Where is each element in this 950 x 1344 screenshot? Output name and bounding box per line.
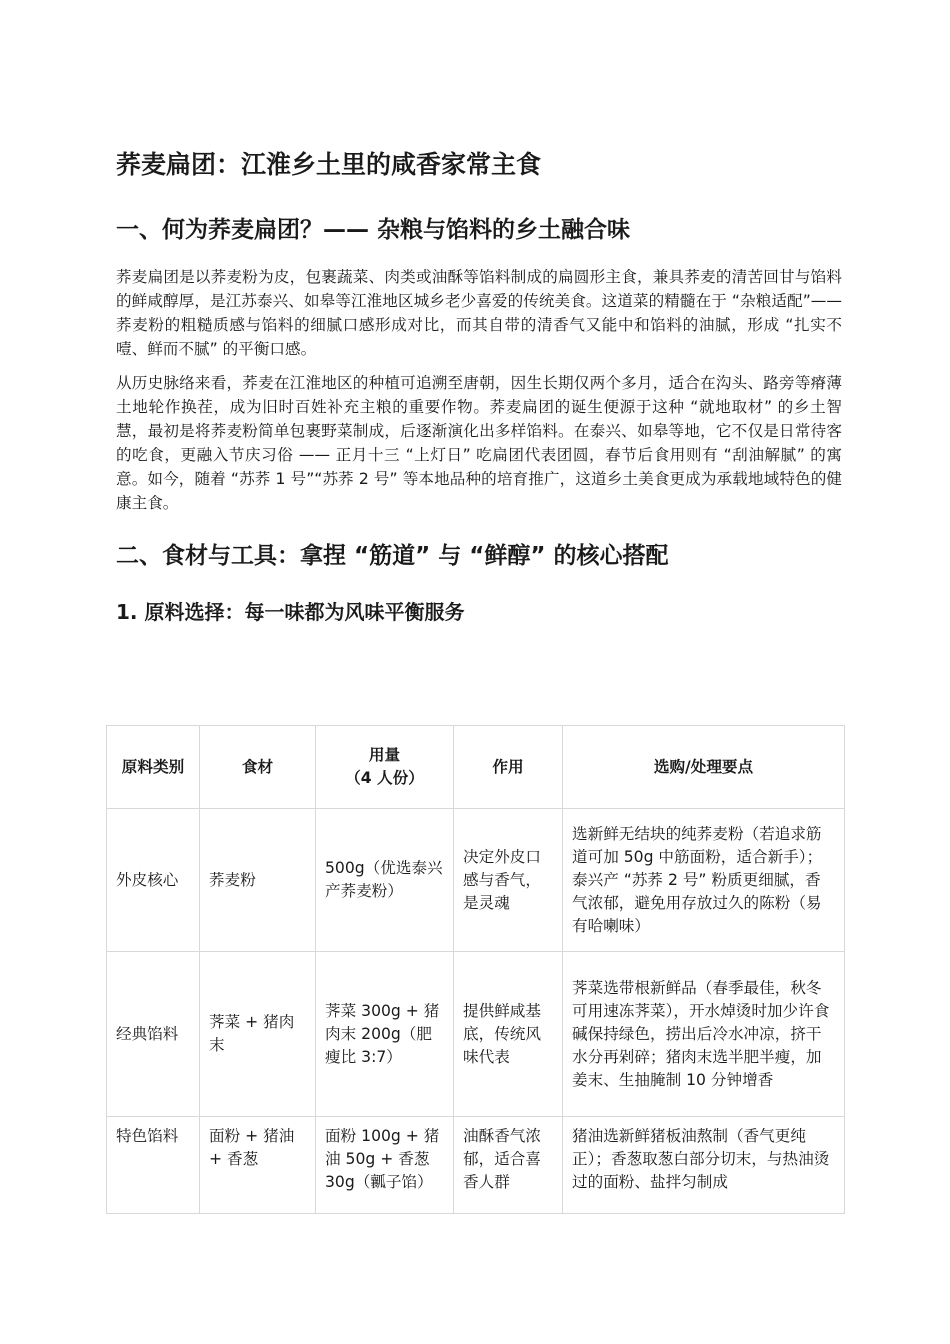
- header-tips: 选购/处理要点: [563, 726, 845, 809]
- cell-ingredient: 荠菜 + 猪肉末: [200, 952, 316, 1117]
- ingredients-table: [106, 725, 845, 1214]
- table-header-row: [107, 726, 845, 809]
- cell-category: 特色馅料: [107, 1117, 200, 1214]
- header-category: 原料类别: [107, 726, 200, 809]
- cell-role: 决定外皮口感与香气，是灵魂: [454, 809, 563, 952]
- section-1-paragraph-1: 荞麦扁团是以荞麦粉为皮，包裹蔬菜、肉类或油酥等馅料制成的扁圆形主食，兼具荞麦的清苦回甘与馅料的鲜咸醇厚，是江苏泰兴、如皋等江淮地区城乡老少喜爱的传统美食。这道菜的精髓在于 “杂粮适配”—— 荞麦粉的粗糙质感与馅料的细腻口感形成对比，而其自带的清香气又能中和馅料的油腻，形成 “扎实不噎、鲜而不腻” 的平衡口感。: [116, 268, 842, 358]
- page-title: 荞麦扁团：江淮乡土里的咸香家常主食: [116, 150, 542, 179]
- header-amount: [316, 726, 454, 809]
- cell-tips: 荠菜选带根新鲜品（春季最佳，秋冬可用速冻荠菜），开水焯烫时加少许食碱保持绿色，捞出后冷水冲凉，挤干水分再剁碎；猪肉末选半肥半瘦，加姜末、生抽腌制 10 分钟增香: [563, 952, 845, 1117]
- section-2-subheading-1: 1. 原料选择：每一味都为风味平衡服务: [116, 600, 465, 624]
- document-body: [116, 145, 842, 629]
- cell-ingredient: 面粉 + 猪油 + 香葱: [200, 1117, 316, 1214]
- header-role: 作用: [454, 726, 563, 809]
- table-row: [107, 952, 845, 1117]
- cell-category: 经典馅料: [107, 952, 200, 1117]
- table-row: [107, 1117, 845, 1214]
- cell-amount: 荠菜 300g + 猪肉末 200g（肥瘦比 3:7）: [316, 952, 454, 1117]
- table-row: [107, 809, 845, 952]
- header-ingredient: 食材: [200, 726, 316, 809]
- header-amount-line1: 用量: [368, 746, 401, 764]
- cell-category: 外皮核心: [107, 809, 200, 952]
- cell-role: 油酥香气浓郁，适合喜香人群: [454, 1117, 563, 1214]
- cell-tips: 猪油选新鲜猪板油熬制（香气更纯正）；香葱取葱白部分切末，与热油烫过的面粉、盐拌匀制成: [563, 1117, 845, 1214]
- cell-ingredient: 荞麦粉: [200, 809, 316, 952]
- section-2-heading: 二、食材与工具：拿捏 “筋道” 与 “鲜醇” 的核心搭配: [116, 543, 669, 569]
- cell-role: 提供鲜咸基底，传统风味代表: [454, 952, 563, 1117]
- cell-amount: 500g（优选泰兴产荞麦粉）: [316, 809, 454, 952]
- cell-amount: 面粉 100g + 猪油 50g + 香葱 30g（瓤子馅）: [316, 1117, 454, 1214]
- section-1-paragraph-2: 从历史脉络来看，荞麦在江淮地区的种植可追溯至唐朝，因生长期仅两个多月，适合在沟头、路旁等瘠薄土地轮作换茬，成为旧时百姓补充主粮的重要作物。荞麦扁团的诞生便源于这种 “就地取材” 的乡土智慧，最初是将荞麦粉简单包裹野菜制成，后逐渐演化出多样馅料。在泰兴、如皋等地，它不仅是日常待客的吃食，更融入节庆习俗 —— 正月十三 “上灯日” 吃扁团代表团圆，春节后食用则有 “刮油解腻” 的寓意。如今，随着 “苏荞 1 号”“苏荞 2 号” 等本地品种的培育推广，这道乡土美食更成为承载地域特色的健康主食。: [116, 374, 842, 512]
- header-amount-line2: （4 人份）: [345, 769, 424, 787]
- cell-tips: 选新鲜无结块的纯荞麦粉（若追求筋道可加 50g 中筋面粉，适合新手）；泰兴产 “苏荞 2 号” 粉质更细腻，香气浓郁，避免用存放过久的陈粉（易有哈喇味）: [563, 809, 845, 952]
- section-1-heading: 一、何为荞麦扁团？—— 杂粮与馅料的乡土融合味: [116, 217, 631, 243]
